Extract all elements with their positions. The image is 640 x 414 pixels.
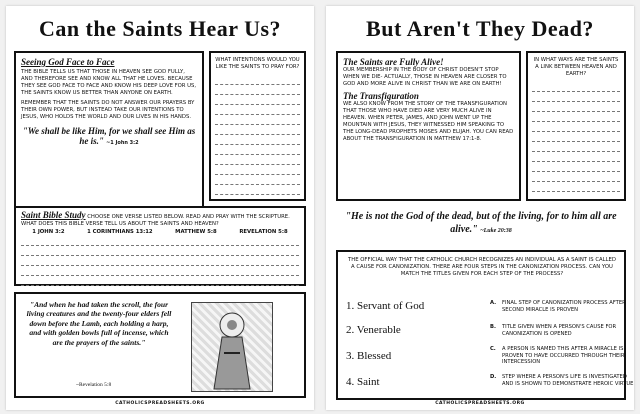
seeing-god-paragraph-1: THE BIBLE TELLS US THAT THOSE IN HEAVEN SEE GOD FULLY, AND THEREFORE SEE AND KNOW ALL THAT HE LOVES. BECAUSE THEY SEE GOD FACE TO FACE AND KNOW HIS DEEP LOVE FOR US, THE SAINTS KNOW US BETTER THAN ANYONE ON EARTH.: [21, 69, 197, 96]
intentions-prompt: WHAT INTENTIONS WOULD YOU LIKE THE SAINTS TO PRAY FOR?: [215, 57, 300, 70]
verse-item: MATTHEW 5:8: [175, 229, 217, 235]
bible-study-lines[interactable]: [21, 236, 299, 286]
left-page-title: Can the Saints Hear Us?: [38, 16, 282, 41]
seeing-god-heading: Seeing God Face to Face: [21, 57, 115, 67]
right-page-title: But Aren't They Dead?: [366, 16, 594, 41]
step-saint: 4. Saint: [346, 376, 380, 388]
alive-text: OUR MEMBERSHIP IN THE BODY OF CHRIST DOESN'T STOP WHEN WE DIE- ACTUALLY, THOSE IN HEAVEN ARE CLOSER TO GOD AND MORE ALIVE IN CHRIST THAN WE ARE ON EARTH!: [343, 67, 507, 87]
verse-item: 1 JOHN 3:2: [32, 229, 65, 235]
intentions-box: [209, 51, 306, 201]
bible-study-box: [14, 206, 306, 286]
luke-quote-block: [336, 210, 626, 238]
answer-c: C. A PERSON IS NAMED THIS AFTER A MIRACLE IS PROVEN TO HAVE OCCURRED THROUGH THEIR INTERCESSION: [490, 346, 625, 366]
verse-item: 1 CORINTHIANS 13:12: [87, 229, 153, 235]
step-blessed: 3. Blessed: [346, 350, 392, 362]
john-quote: "We shall be like Him, for we shall see Him as he is.": [22, 126, 196, 146]
stained-glass-image: [191, 302, 273, 392]
step-servant-of-god: 1. Servant of God: [346, 300, 425, 312]
canonization-intro: THE OFFICIAL WAY THAT THE CATHOLIC CHURCH RECOGNIZES AN INDIVIDUAL AS A SAINT IS CALLED A CAUSE FOR CANONIZATION. THERE ARE FOUR STEPS IN THE CANONIZATION PROCESS. CAN YOU MATCH THE TITLES GIVEN FOR EACH STEP OF THE PROCESS?: [348, 257, 616, 277]
revelation-quote: "And when he had taken the scroll, the four living creatures and the twenty-four elders fell down before the Lamb, each holding a harp, and with golden bowls full of incense, which are the prayers of the saints.": [26, 300, 172, 347]
answer-d: D. STEP WHERE A PERSON'S LIFE IS INVESTIGATED AND IS SHOWN TO DEMONSTRATE HEROIC VIRTUE: [490, 374, 634, 387]
verse-list: [21, 229, 299, 236]
john-quote-ref: ~1 John 3:2: [106, 140, 139, 146]
transfiguration-text: WE ALSO KNOW FROM THE STORY OF THE TRANSFIGURATION THAT THOSE WHO HAVE DIED ARE VERY MUCH ALIVE IN HEAVEN. WHEN PETER, JAMES, AND JOHN WENT UP THE MOUNTAIN WITH JESUS, THEY WITNESSED HIM SPEAKING TO THE LONG-DEAD PROPHETS MOSES AND ELIJAH. YOU CAN READ ABOUT THE TRANSFIGURATION IN MATTHEW 17:1-8.: [343, 101, 514, 142]
canonization-box: [336, 250, 634, 400]
link-box: [526, 51, 626, 201]
right-footer: CATHOLICSPREADSHEETS.ORG: [435, 401, 525, 406]
link-lines[interactable]: [532, 82, 620, 192]
step-venerable: 2. Venerable: [346, 324, 401, 336]
left-footer: CATHOLICSPREADSHEETS.ORG: [115, 401, 205, 406]
seeing-god-box: [14, 51, 204, 221]
bible-study-instructions: CHOOSE ONE VERSE LISTED BELOW. READ AND PRAY WITH THE SCRIPTURE. WHAT DOES THIS BIBLE VERSE TELL US ABOUT THE SAINTS AND HEAVEN?: [21, 214, 290, 227]
right-worksheet-page: [326, 6, 634, 410]
alive-box: [336, 51, 521, 201]
intentions-lines[interactable]: [215, 75, 300, 195]
verse-item: REVELATION 5:8: [239, 229, 288, 235]
answer-a: A. FINAL STEP OF CANONIZATION PROCESS AFTER SECOND MIRACLE IS PROVEN: [490, 300, 626, 313]
answer-b: B. TITLE GIVEN WHEN A PERSON'S CAUSE FOR CANONIZATION IS OPENED: [490, 324, 617, 337]
luke-quote-ref: ~Luke 20:38: [480, 228, 512, 234]
transfiguration-heading: The Transfiguration: [343, 91, 419, 101]
seeing-god-paragraph-2: REMEMBER THAT THE SAINTS DO NOT ANSWER OUR PRAYERS BY THEIR OWN POWER, BUT INSTEAD TAKE OUR INTENTIONS TO JESUS, WHO HOLDS THE WORLD AND OUR LIVES IN HIS HANDS.: [21, 100, 195, 120]
revelation-box: [14, 292, 306, 398]
left-worksheet-page: [6, 6, 314, 410]
alive-heading: The Saints are Fully Alive!: [343, 57, 444, 67]
luke-quote: "He is not the God of the dead, but of the living, for to him all are alive.": [345, 211, 617, 235]
revelation-ref: ~Revelation 5:8: [76, 382, 112, 388]
saint-figure-icon: [192, 303, 272, 391]
link-prompt: IN WHAT WAYS ARE THE SAINTS A LINK BETWEEN HEAVEN AND EARTH?: [533, 57, 619, 77]
bible-study-heading: Saint Bible Study: [21, 210, 86, 220]
